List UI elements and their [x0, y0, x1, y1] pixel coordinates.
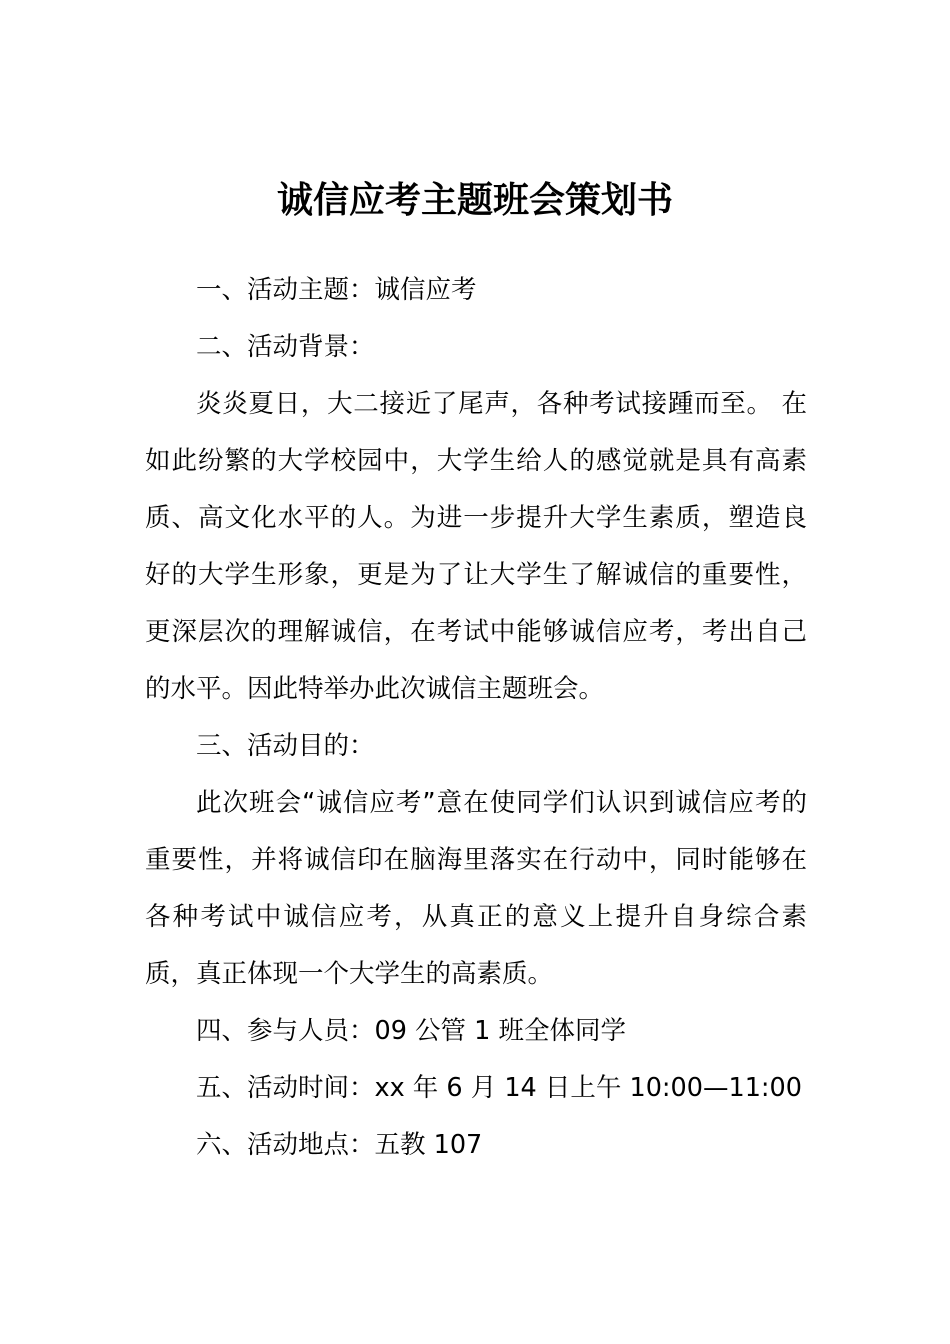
section-theme: 一、活动主题：诚信应考 — [196, 275, 477, 305]
document-body — [145, 262, 807, 1174]
section-location: 六、活动地点：五教 107 — [196, 1130, 483, 1160]
document-title: 诚信应考主题班会策划书 — [276, 180, 673, 221]
section-purpose-heading: 三、活动目的： — [196, 731, 375, 761]
section-background-text: 炎炎夏日，大二接近了尾声，各种考试接踵而至。 在如此纷繁的大学校园中，大学生给人的感觉就是具有高素质、高文化水平的人。为进一步提升大学生素质，塑造良好的大学生形象，更是为了让大学生了解诚信的重要性，更深层次的理解诚信，在考试中能够诚信应考，考出自己的水平。因此特举办此次诚信主题班会。 — [145, 389, 807, 704]
section-time: 五、活动时间：xx 年 6 月 14 日上午 10:00—11:00 — [196, 1073, 802, 1103]
section-participants: 四、参与人员：09 公管 1 班全体同学 — [196, 1016, 626, 1046]
section-purpose-text: 此次班会“诚信应考”意在使同学们认识到诚信应考的重要性，并将诚信印在脑海里落实在行动中，同时能够在各种考试中诚信应考，从真正的意义上提升自身综合素质，真正体现一个大学生的高素质。 — [145, 788, 807, 989]
section-background-heading: 二、活动背景： — [196, 332, 375, 362]
